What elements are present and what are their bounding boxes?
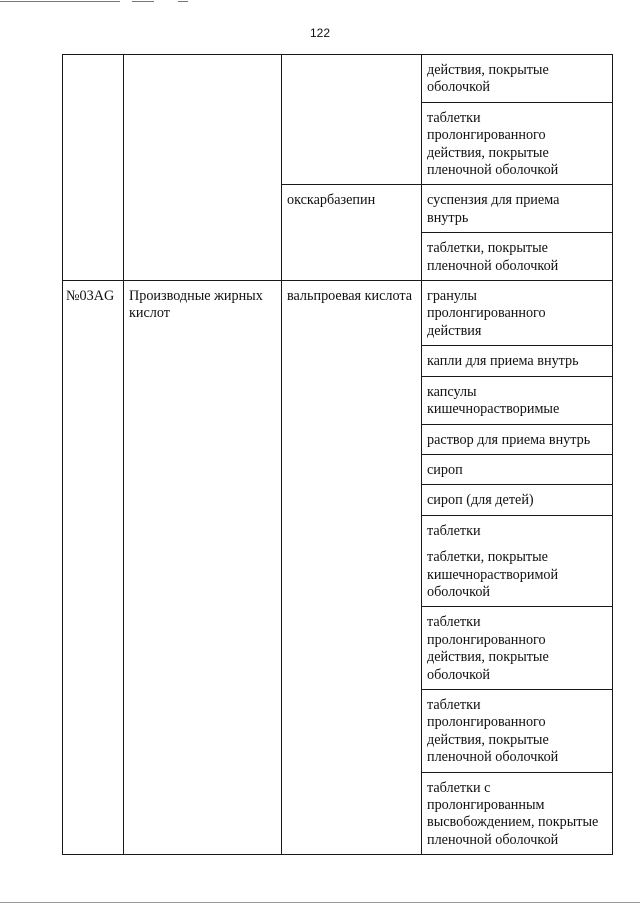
dosage-form-line: действия, покрытые [427, 649, 549, 666]
dosage-form-line: суспензия для приема [427, 192, 560, 209]
line-gap [427, 540, 608, 549]
dosage-form-cell [422, 454, 613, 484]
dosage-form-cell [422, 772, 613, 855]
dosage-form-line: пленочной оболочкой [427, 162, 559, 179]
dosage-form-line: таблетки с [427, 779, 491, 796]
dosage-form-line: внутрь [427, 209, 469, 226]
dosage-form-cell [422, 346, 613, 376]
dosage-form-cell [422, 485, 613, 515]
dosage-form-line: таблетки [427, 614, 481, 631]
drug-name-cell: вальпроевая кислота [282, 281, 422, 855]
dosage-form-line: пролонгированного [427, 714, 546, 731]
dosage-form-line: пленочной оболочкой [427, 749, 559, 766]
dosage-form-line: оболочкой [427, 583, 491, 600]
dosage-form-cell [422, 515, 613, 607]
dosage-form-cell [422, 607, 613, 690]
table-row [63, 55, 613, 103]
table-row [63, 281, 613, 346]
dosage-form-line: пролонгированного [427, 127, 546, 144]
drug-name-cell: окскарбазепин [282, 185, 422, 281]
dosage-form-line: действия [427, 322, 482, 339]
dosage-form-line: капсулы [427, 383, 477, 400]
dosage-form-cell [422, 102, 613, 185]
dosage-form-line: оболочкой [427, 666, 491, 683]
dosage-form-line: таблетки [427, 522, 481, 539]
dosage-form-cell [422, 689, 613, 772]
dosage-form-line: кишечнорастворимые [427, 401, 560, 418]
dosage-form-line: высвобождением, покрытые [427, 814, 599, 831]
atc-code-cell [63, 55, 124, 281]
dosage-form-line: кишечнорастворимой [427, 566, 559, 583]
dosage-form-line: сироп (для детей) [427, 492, 534, 509]
dosage-form-cell [422, 55, 613, 103]
dosage-form-line: пролонгированным [427, 797, 545, 813]
scan-edge-line [132, 1, 154, 2]
page-bottom-edge [0, 902, 640, 903]
table-body [63, 55, 613, 855]
dosage-form-line: оболочкой [427, 79, 491, 96]
dosage-form-line: таблетки, покрытые [427, 549, 548, 566]
scan-edge-line [0, 1, 120, 2]
medication-table [62, 54, 613, 855]
dosage-form-line: таблетки [427, 109, 481, 126]
group-name-cell: Производные жирных кислот [124, 281, 282, 855]
dosage-form-line: гранулы [427, 288, 477, 305]
dosage-form-line: таблетки, покрытые [427, 240, 548, 257]
scan-edge-line [178, 1, 188, 2]
dosage-form-cell [422, 376, 613, 424]
dosage-form-line: действия, покрытые [427, 62, 549, 78]
dosage-form-line: капли для приема внутрь [427, 353, 579, 370]
group-name-cell [124, 55, 282, 281]
dosage-form-line: пленочной оболочкой [427, 831, 559, 848]
dosage-form-cell [422, 185, 613, 233]
dosage-form-line: действия, покрытые [427, 144, 549, 161]
dosage-form-line: пролонгированного [427, 631, 546, 648]
dosage-form-line: таблетки [427, 696, 481, 713]
dosage-form-line: пролонгированного [427, 305, 546, 322]
dosage-form-line: действия, покрытые [427, 731, 549, 748]
dosage-form-cell [422, 281, 613, 346]
dosage-form-line: пленочной оболочкой [427, 257, 559, 274]
drug-name-cell [282, 55, 422, 185]
atc-code-cell: №03AG [63, 281, 124, 855]
dosage-form-cell [422, 424, 613, 454]
dosage-form-line: сироп [427, 461, 463, 478]
dosage-form-line: раствор для приема внутрь [427, 431, 591, 448]
dosage-form-cell [422, 233, 613, 281]
page-number: 122 [309, 26, 331, 40]
